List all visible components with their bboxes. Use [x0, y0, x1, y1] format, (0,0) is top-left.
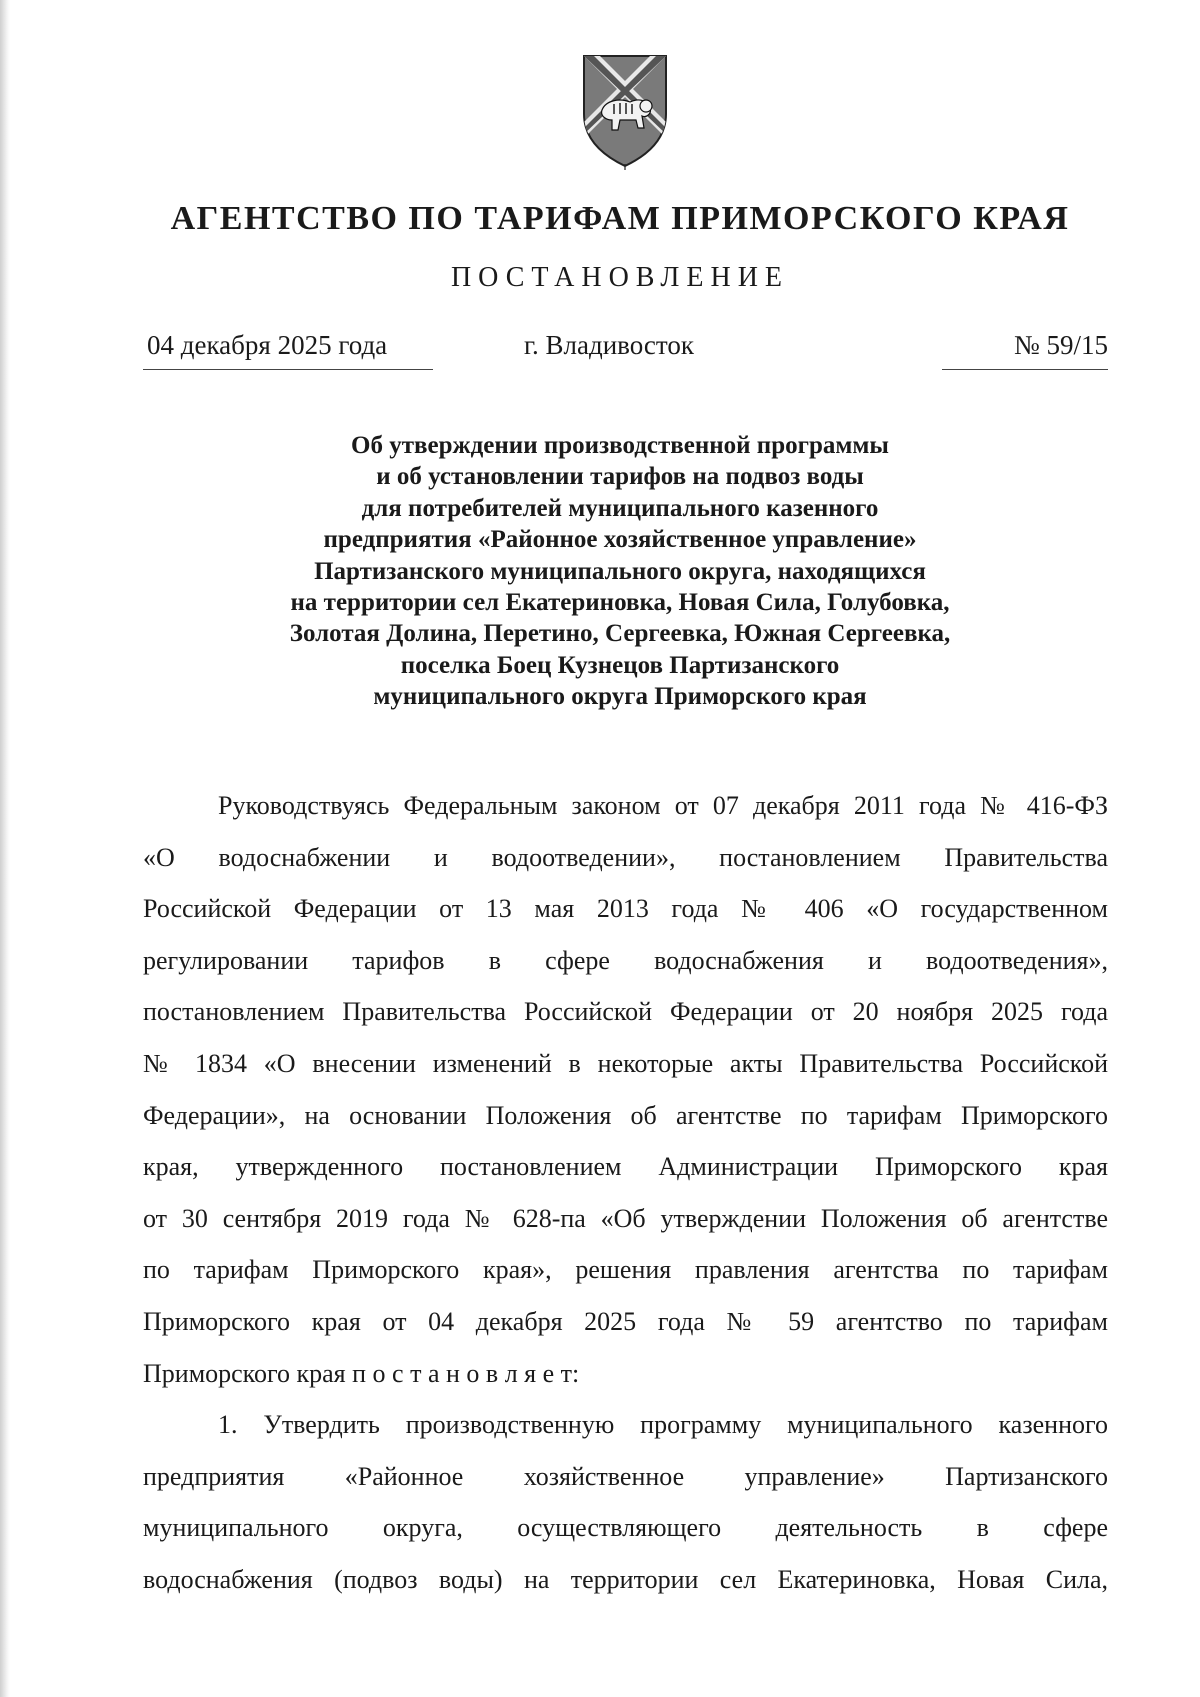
coat-of-arms-emblem: [580, 52, 670, 170]
document-type: ПОСТАНОВЛЕНИЕ: [450, 262, 790, 293]
body-line: края, утвержденного постановлением Администрации Приморского края: [143, 1152, 1108, 1182]
subject-line: Золотая Долина, Перетино, Сергеевка, Южная Сергеевка,: [289, 620, 951, 648]
subject-line: Об утверждении производственной программы: [351, 432, 889, 459]
subject-line: муниципального округа Приморского края: [373, 683, 867, 711]
body-line: Приморского края п о с т а н о в л я е т:: [143, 1358, 580, 1388]
body-line: предприятия «Районное хозяйственное управление» Партизанского: [143, 1461, 1108, 1491]
subject-line: предприятия «Районное хозяйственное управление»: [323, 526, 917, 554]
subject-line: для потребителей муниципального казенного: [361, 494, 879, 522]
scan-edge-shadow: [0, 0, 10, 1697]
subject-line: и об установлении тарифов на подвоз воды: [376, 463, 864, 491]
subject-line: на территории сел Екатериновка, Новая Сила, Голубовка,: [290, 589, 950, 617]
body-line: № 1834 «О внесении изменений в некоторые акты Правительства Российской: [143, 1048, 1108, 1078]
body-line: 1. Утвердить производственную программу муниципального казенного: [218, 1410, 1108, 1440]
body-line: регулировании тарифов в сфере водоснабжения и водоотведения»,: [143, 945, 1108, 975]
document-body: [143, 780, 1108, 1606]
document-number: № 59/15: [942, 330, 1108, 370]
body-line: Руководствуясь Федеральным законом от 07 декабря 2011 года № 416-ФЗ: [218, 791, 1108, 820]
body-line: муниципального округа, осуществляющего деятельность в сфере: [143, 1513, 1108, 1543]
body-line: по тарифам Приморского края», решения правления агентства по тарифам: [143, 1255, 1108, 1285]
item-1-paragraph: [143, 1399, 1108, 1605]
body-line: Приморского края от 04 декабря 2025 года № 59 агентство по тарифам: [143, 1306, 1108, 1336]
preamble-paragraph: [143, 780, 1108, 1399]
document-city: г. Владивосток: [524, 330, 694, 360]
body-line: водоснабжения (подвоз воды) на территории сел Екатериновка, Новая Сила,: [143, 1564, 1108, 1594]
subject-line: поселка Боец Кузнецов Партизанского: [400, 651, 840, 679]
body-line: Российской Федерации от 13 мая 2013 года № 406 «О государственном: [143, 894, 1108, 924]
document-subject: [190, 430, 1050, 713]
body-line: Федерации», на основании Положения об агентстве по тарифам Приморского: [143, 1100, 1108, 1130]
body-line: постановлением Правительства Российской Федерации от 20 ноября 2025 года: [143, 997, 1108, 1027]
document-date: [143, 330, 433, 370]
subject-line: Партизанского муниципального округа, находящихся: [314, 557, 926, 585]
document-date-text: 04 декабря 2025 года: [147, 330, 388, 360]
body-line: «О водоснабжении и водоотведении», постановлением Правительства: [143, 842, 1108, 872]
agency-title: АГЕНТСТВО ПО ТАРИФАМ ПРИМОРСКОГО КРАЯ: [170, 200, 1070, 237]
body-line: от 30 сентября 2019 года № 628-па «Об утверждении Положения об агентстве: [143, 1203, 1108, 1233]
